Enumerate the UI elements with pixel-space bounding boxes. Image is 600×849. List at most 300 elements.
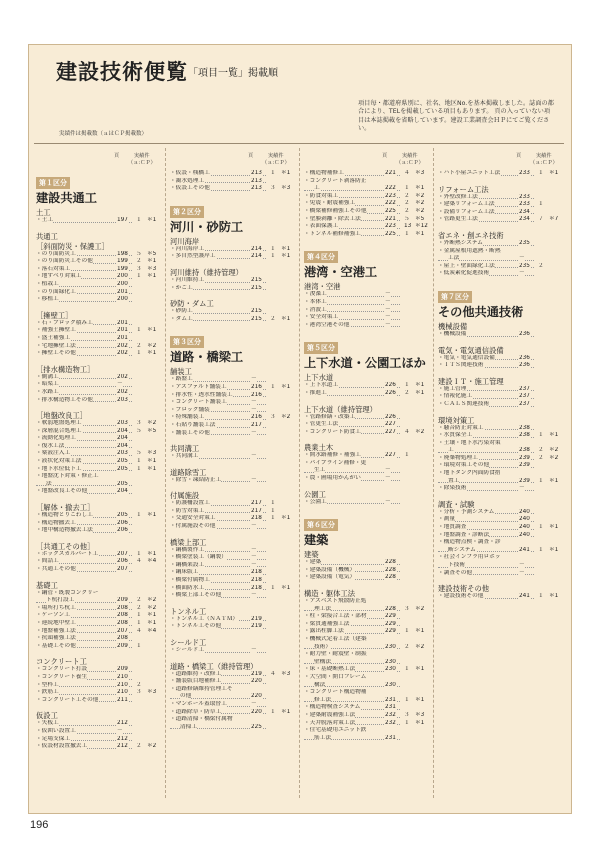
item-label: ・建築リフォーム工法 (438, 201, 495, 208)
page-number: 196 (30, 819, 49, 831)
spacer (170, 461, 296, 467)
item-page: － (385, 498, 391, 505)
item-label: ・コンクリート防食工 (304, 428, 361, 435)
index-item (304, 475, 430, 483)
index-item (36, 666, 162, 674)
item-page: 230 (385, 681, 396, 688)
item-label: ・ダム工 (170, 315, 193, 322)
item-label: ・土壌・地下水汚染対策 (438, 439, 501, 446)
item-label: 工法 (448, 255, 460, 262)
index-item (36, 620, 162, 628)
item-page: 208 (117, 619, 128, 626)
index-item (36, 566, 162, 574)
item-page: 222 (385, 200, 396, 207)
subsection-heading: 河川海岸 (170, 236, 200, 246)
index-item (36, 335, 162, 343)
item-page: 197 (117, 217, 128, 223)
item-label: ・地質調査 (438, 524, 467, 531)
item-label: ・ケーソン工 (36, 612, 70, 619)
item-label: ・鉄筋工 (36, 689, 59, 696)
subsection-heading: ［擁壁工］ (36, 310, 73, 320)
item-label: ・河川海岸工 (170, 245, 205, 252)
item-label: ・コンクリート剥落防止 (304, 177, 367, 184)
item-count: ２ (538, 454, 544, 461)
item-page: 238 (519, 424, 530, 431)
index-item (170, 277, 296, 285)
item-count: ２ (404, 200, 410, 207)
item-label: ・構造物撤去工 (36, 519, 76, 526)
item-page: 212 (117, 720, 128, 727)
item-page: 204 (117, 442, 128, 449)
page-col-label: 頁 (114, 153, 120, 159)
index-item (304, 697, 430, 705)
item-page: 207 (117, 566, 128, 572)
header-rule (34, 143, 564, 144)
subsection-heading: ［解体・撤去工］ (36, 503, 95, 513)
item-page: 217 (251, 507, 262, 514)
item-cp-count: ＊1 (415, 389, 425, 396)
item-page: － (251, 647, 257, 653)
item-page: － (251, 546, 257, 553)
item-label: ・建築 (304, 559, 322, 566)
section-tag: 第１区分 (36, 177, 70, 189)
item-count: １ (538, 477, 544, 484)
index-item (170, 523, 296, 531)
index-item (36, 743, 162, 751)
item-count: １ (270, 708, 276, 715)
item-label: 壁構法 (314, 658, 332, 665)
index-item (304, 659, 430, 667)
item-page: 202 (117, 373, 128, 380)
item-label: ・排水性・透水性舗装工 (170, 391, 233, 398)
page-col-label: 頁 (382, 153, 388, 159)
item-label: ・足場支保工 (36, 735, 71, 742)
spacer (438, 493, 564, 499)
item-cp-count: ＊4 (147, 627, 157, 634)
index-item (304, 467, 430, 475)
spacer (170, 531, 296, 537)
index-item (36, 296, 162, 304)
item-label: ・港湾空港その他 (304, 321, 350, 328)
item-cp-count: ＊1 (147, 550, 157, 557)
item-count: １ (270, 500, 276, 507)
index-item (438, 532, 564, 540)
item-page: － (385, 475, 391, 482)
item-page: 226 (385, 389, 396, 396)
item-label: ・間詰工 (36, 558, 59, 565)
item-label: ・情報化施工 (438, 393, 473, 400)
spacer (36, 225, 162, 231)
item-cp-count: ＊1 (415, 382, 425, 389)
item-count: １ (404, 696, 410, 703)
item-label: ・防食対策工 (304, 192, 339, 199)
spacer (304, 436, 430, 442)
item-page: － (519, 255, 525, 262)
item-page: 233 (519, 193, 530, 200)
item-label: ・特殊舗装工 (170, 414, 205, 421)
item-cp-count: ＊1 (281, 708, 291, 715)
item-page: 210 (117, 673, 128, 680)
item-page: 223 (385, 223, 396, 230)
item-page: 206 (117, 527, 128, 534)
item-label: ・河川維持工 (170, 276, 205, 283)
item-label: ・のり面防災工その他 (36, 258, 93, 265)
item-count: １ (270, 515, 276, 522)
item-label: ・地下水位低下工 (36, 465, 82, 472)
item-count: １ (404, 719, 410, 726)
item-cp-count: ＊5 (415, 215, 425, 222)
item-page: 210 (117, 689, 128, 696)
item-label: ・仮囲い設置工 (36, 727, 76, 734)
item-page: 208 (117, 635, 128, 642)
item-page: 204 (117, 427, 128, 434)
item-count: １ (136, 619, 142, 626)
index-item (438, 440, 564, 448)
item-label: ・電気・電気通信設備 (438, 354, 495, 361)
index-item (438, 593, 564, 601)
section-heading: 河川・砂防工 (170, 219, 244, 234)
index-item (304, 307, 430, 315)
item-label: ・軟弱地盤処理工 (36, 420, 82, 427)
spacer (438, 577, 564, 583)
item-page: － (251, 406, 257, 413)
item-label: ・地下タンク内面防食措 (438, 470, 501, 477)
subsection-heading: 仮設工 (36, 711, 58, 721)
item-cp-count: ＊2 (147, 604, 157, 611)
index-item (304, 682, 430, 690)
index-item (304, 567, 430, 575)
index-item (36, 281, 162, 289)
item-page: 240 (519, 531, 530, 538)
item-page: 203 (117, 450, 128, 457)
cp-col-label: （ａ:ＣＰ） (128, 160, 156, 166)
item-label: ・ブロック舗装 (170, 406, 210, 413)
item-page: － (251, 429, 257, 436)
index-item (170, 308, 296, 316)
item-label: ・廃棄物処理工 (438, 454, 478, 461)
item-label: ・安全対策工 (304, 314, 339, 321)
item-page: 240 (519, 516, 530, 523)
item-label: ・騒音防止対策工 (438, 424, 484, 431)
item-page: 203 (117, 396, 128, 403)
item-label: ・型枠工 (36, 681, 59, 688)
item-count: １ (538, 170, 544, 176)
index-item (438, 570, 564, 578)
index-item (170, 562, 296, 570)
item-page: 227 (385, 421, 396, 428)
item-label: ・濁水処理工 (170, 177, 205, 184)
item-label: ト杭打設工 (46, 597, 75, 604)
item-cp-count: ＊3 (281, 185, 291, 192)
item-label: ・露出柱脚工法 (304, 628, 344, 635)
item-label: ・外壁改修工法 (438, 193, 478, 200)
item-label: ・鋼管・既製コンクリー (36, 589, 99, 596)
index-item (304, 644, 430, 652)
item-count: ２ (538, 262, 544, 269)
item-label: ・管路修繕・改築工 (304, 413, 356, 420)
index-item (304, 299, 430, 307)
item-count: １ (136, 327, 142, 334)
item-page: － (251, 561, 257, 568)
item-label: 断システム (448, 546, 476, 553)
item-page: 220 (251, 708, 262, 715)
index-item (170, 616, 296, 624)
item-page: 225 (385, 207, 396, 214)
section-tag-wrap (170, 199, 296, 218)
cp-col-label: （ａ:ＣＰ） (396, 160, 424, 166)
subsection-heading: リフォーム工法 (438, 184, 489, 194)
index-item (170, 285, 296, 293)
index-item (438, 362, 564, 370)
item-page: 201 (117, 334, 128, 341)
index-item (438, 562, 564, 570)
index-column-2 (170, 148, 296, 731)
item-label: の他 (180, 693, 192, 700)
item-label: ・仮設材設置撤去工 (36, 743, 88, 750)
item-cp-count: ＊1 (549, 524, 559, 531)
item-label: ・宅地擁壁工法 (36, 342, 76, 349)
item-count: ２ (136, 604, 142, 611)
item-label: 置工 (448, 477, 460, 484)
item-count: 13 (404, 223, 412, 230)
item-page: 228 (385, 605, 396, 612)
item-page: 218 (251, 584, 262, 591)
item-count: ２ (404, 643, 410, 650)
section-heading: その他共通技術 (438, 304, 524, 319)
item-label: ・側溝工 (36, 373, 59, 380)
column-divider (299, 148, 300, 798)
index-item (304, 193, 430, 201)
item-label: ・防雪対策工 (170, 507, 205, 514)
item-count: １ (136, 350, 142, 357)
item-label: ・落石対策工 (36, 265, 71, 272)
item-count: １ (404, 666, 410, 673)
item-cp-count: ＊3 (147, 689, 157, 696)
item-page: 221 (385, 170, 396, 176)
index-item (170, 170, 296, 178)
item-page: 219 (251, 670, 262, 677)
column-header (36, 148, 162, 170)
item-label: ・防護柵設置工 (170, 500, 210, 507)
item-cp-count: ＊3 (281, 670, 291, 677)
item-cp-count: ＊12 (415, 223, 428, 230)
item-page: 219 (251, 623, 262, 630)
item-cp-count: ＊1 (415, 230, 425, 237)
index-item (438, 216, 564, 224)
item-label: ト技術 (448, 562, 466, 568)
index-item (438, 263, 564, 271)
index-item (36, 512, 162, 520)
item-page: 213 (251, 177, 262, 184)
item-label: ・塗膜剥離・除去工法 (304, 215, 361, 222)
item-page: 202 (117, 342, 128, 349)
item-label: ・仮設・桟橋工 (170, 170, 210, 176)
item-cp-count: ＊1 (147, 612, 157, 619)
item-page: － (251, 700, 257, 707)
item-count: ３ (136, 420, 142, 427)
index-item (438, 393, 564, 401)
item-page: 239 (519, 462, 530, 469)
index-item (304, 429, 430, 437)
item-label: 工 (314, 185, 320, 192)
index-item (36, 473, 162, 481)
item-label: ・のり面防災工 (36, 250, 76, 257)
item-page: 199 (117, 258, 128, 265)
index-item (36, 217, 162, 225)
item-label: ・トンネル補修補強工 (304, 230, 361, 237)
index-item (438, 539, 564, 547)
index-item (170, 709, 296, 717)
index-column-4 (438, 148, 564, 601)
item-page: 228 (385, 566, 396, 573)
index-item (36, 520, 162, 528)
item-label: ・地盤沈下対策・修正工 (36, 473, 99, 480)
item-label: ・交通安全対策工 (170, 515, 216, 522)
item-page: 230 (385, 658, 396, 665)
item-count: ２ (404, 389, 410, 396)
item-label: ・地すべり対策工 (36, 273, 82, 280)
index-item (304, 636, 430, 644)
index-item (304, 223, 430, 231)
item-label: ・植栽工 (36, 280, 59, 287)
item-count: １ (404, 185, 410, 192)
item-cp-count: ＊1 (549, 432, 559, 439)
index-item (304, 460, 430, 468)
spacer (438, 339, 564, 345)
section-tag-wrap (170, 329, 296, 348)
index-item (438, 516, 564, 524)
index-item (438, 425, 564, 433)
index-item (304, 421, 430, 429)
item-label: ・マンホール蓋取替工 (170, 700, 227, 707)
item-page: 234 (519, 208, 530, 215)
item-count: ２ (404, 207, 410, 214)
subsection-heading: ［斜面防災・保護工］ (36, 241, 109, 251)
item-count: １ (270, 170, 276, 176)
item-page: 200 (117, 273, 128, 280)
item-label: ・道路除草・防草工 (170, 708, 222, 715)
item-label: ・多自然型護岸工 (170, 253, 216, 260)
index-item (304, 704, 430, 712)
item-cp-count: ＊1 (549, 477, 559, 484)
item-label: ・住宅基礎用ユニット鉄 (304, 727, 367, 734)
item-count: １ (136, 458, 142, 465)
item-cp-count: ＊1 (549, 546, 559, 553)
item-page: 207 (117, 627, 128, 634)
item-page: 238 (519, 447, 530, 454)
index-item (304, 231, 430, 239)
item-count: ３ (136, 689, 142, 696)
item-label: ・調査その他 (438, 569, 473, 576)
index-item (438, 554, 564, 562)
item-count: ３ (136, 265, 142, 272)
item-label: ・盛土補強工 (36, 334, 71, 341)
item-label: ・免震・耐震補強工 (304, 200, 356, 207)
item-label: ・機械設備 (438, 330, 467, 337)
index-item (304, 628, 430, 636)
item-count: １ (538, 593, 544, 600)
spacer (170, 655, 296, 661)
subsection-heading: 上下水道 (304, 373, 334, 383)
section-heading: 建設共通工 (36, 191, 97, 205)
index-item (36, 643, 162, 651)
spacer (170, 484, 296, 490)
subsection-heading: 省エネ・創エネ技術 (438, 230, 504, 240)
item-count: １ (404, 452, 410, 459)
item-page: － (251, 592, 257, 599)
item-page: 215 (251, 308, 262, 315)
item-label: ・柱・梁接合工法・部材 (304, 613, 367, 620)
item-label: ・金属屋根用遮熱・断熱 (438, 247, 501, 254)
spacer (170, 437, 296, 443)
item-count: １ (136, 217, 142, 223)
index-item (170, 376, 296, 384)
index-item (304, 499, 430, 507)
item-label: ・付属施設その他 (170, 523, 216, 530)
item-cp-count: ＊7 (549, 216, 559, 223)
item-page: 208 (117, 612, 128, 619)
item-cp-count: ＊2 (415, 643, 425, 650)
item-label: ・場所打ち杭工 (36, 604, 76, 611)
item-count: ３ (404, 605, 410, 612)
item-label: ・ハト小屋ユニット工法 (438, 170, 501, 176)
index-item (304, 208, 430, 216)
item-page: － (385, 314, 391, 321)
item-label: ・推進工 (304, 389, 327, 396)
item-label: ・補強土擁壁工 (36, 327, 76, 334)
index-item (438, 401, 564, 409)
spacer (170, 600, 296, 606)
subsection-heading: 農業土木 (304, 443, 334, 453)
item-cp-count: ＊1 (549, 593, 559, 600)
item-count: ５ (136, 450, 142, 457)
spacer (36, 304, 162, 310)
item-cp-count: ＊5 (147, 427, 157, 434)
index-item (36, 689, 162, 697)
index-item (36, 381, 162, 389)
index-item (438, 201, 564, 209)
index-item (304, 727, 430, 735)
index-item (304, 735, 430, 743)
item-cp-count: ＊1 (147, 327, 157, 334)
index-item (170, 693, 296, 701)
subsection-heading: ［地盤改良工］ (36, 411, 88, 421)
item-label: ・橋梁塗装工（鋼製） (170, 554, 227, 561)
subsection-heading: 公園工 (304, 489, 326, 499)
item-label: ・復水工法 (36, 442, 65, 449)
item-count: ４ (136, 558, 142, 565)
subsection-heading: 共通工 (36, 231, 58, 241)
item-label: ・施工管理 (438, 385, 467, 392)
item-cp-count: ＊2 (415, 605, 425, 612)
item-page: 215 (251, 276, 262, 283)
item-cp-count: ＊2 (147, 342, 157, 349)
item-page: 205 (117, 465, 128, 472)
item-label: ・設備リフォーム工法 (438, 208, 495, 215)
subsection-heading: 道路除雪工 (170, 467, 207, 477)
index-item (304, 621, 430, 629)
subsection-heading: 付属施設 (170, 491, 200, 501)
item-label: ・道路清掃・橋梁付属物 (170, 716, 233, 723)
index-item (438, 470, 564, 478)
index-item (170, 414, 296, 422)
item-count: １ (270, 584, 276, 591)
item-label: ・建築設備（電気） (304, 574, 356, 581)
item-cp-count: ＊1 (415, 185, 425, 192)
index-item (438, 485, 564, 493)
item-label: ・橋梁上部工その他 (170, 592, 222, 599)
item-page: 218 (251, 569, 262, 576)
